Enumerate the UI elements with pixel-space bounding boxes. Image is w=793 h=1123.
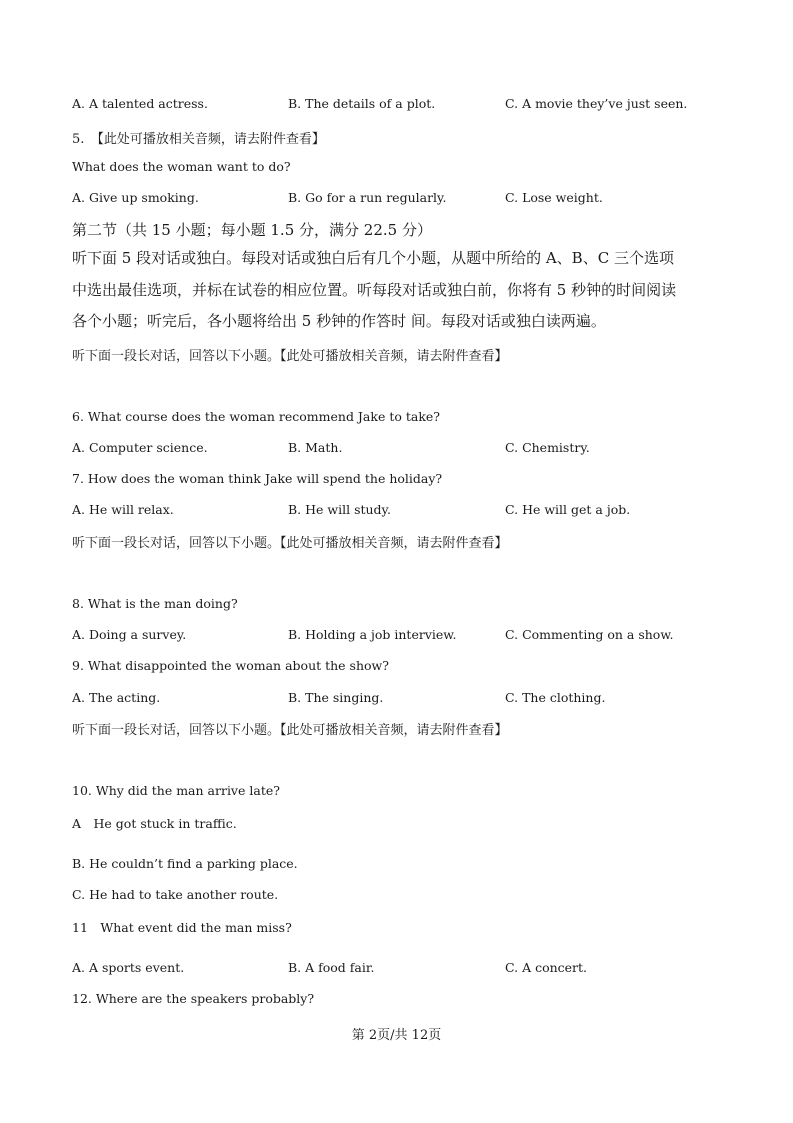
q10-option-a: A He got stuck in traffic. — [72, 816, 237, 831]
q8-option-a: A. Doing a survey. — [72, 627, 187, 642]
q9-option-b: B. The singing. — [288, 690, 384, 705]
q6-option-a: A. Computer science. — [72, 440, 208, 455]
q4-option-b: B. The details of a plot. — [288, 96, 436, 111]
q9-question: 9. What disappointed the woman about the show? — [72, 658, 389, 673]
q7-option-a: A. He will relax. — [72, 502, 174, 517]
q10-question: 10. Why did the man arrive late? — [72, 783, 280, 798]
q9-option-a: A. The acting. — [72, 690, 161, 705]
q4-option-a: A. A talented actress. — [72, 96, 208, 111]
q7-option-b: B. He will study. — [288, 502, 391, 517]
q4-option-c: C. A movie they’ve just seen. — [505, 96, 688, 111]
q11-option-a: A. A sports event. — [72, 960, 185, 975]
q8-option-b: B. Holding a job interview. — [288, 627, 457, 642]
instruction-line: 听下面 5 段对话或独白。每段对话或独白后有几个小题，从题中所给的 A、B、C 三个选项 — [72, 249, 674, 267]
q6-question: 6. What course does the woman recommend Jake to take? — [72, 409, 441, 424]
q10-option-b: B. He couldn’t find a parking place. — [72, 856, 298, 871]
listen-hint: 听下面一段长对话，回答以下小题。【此处可播放相关音频，请去附件查看】 — [72, 536, 508, 551]
q11-question: 11 What event did the man miss? — [72, 920, 292, 935]
page-footer: 第 2页/共 12页 — [351, 1028, 442, 1043]
q5-audio-note: 5. 【此处可播放相关音频，请去附件查看】 — [72, 132, 325, 147]
q11-option-c: C. A concert. — [505, 960, 588, 975]
q6-option-c: C. Chemistry. — [505, 440, 590, 455]
section-heading: 第二节（共 15 小题；每小题 1.5 分，满分 22.5 分） — [72, 221, 432, 239]
q10-option-c: C. He had to take another route. — [72, 887, 279, 902]
listen-hint: 听下面一段长对话，回答以下小题。【此处可播放相关音频，请去附件查看】 — [72, 723, 508, 738]
listen-hint: 听下面一段长对话，回答以下小题。【此处可播放相关音频，请去附件查看】 — [72, 349, 508, 364]
q6-option-b: B. Math. — [288, 440, 343, 455]
q7-option-c: C. He will get a job. — [505, 502, 631, 517]
q11-option-b: B. A food fair. — [288, 960, 375, 975]
q9-option-c: C. The clothing. — [505, 690, 606, 705]
q5-option-c: C. Lose weight. — [505, 190, 603, 205]
q12-question: 12. Where are the speakers probably? — [72, 991, 315, 1006]
q8-option-c: C. Commenting on a show. — [505, 627, 674, 642]
q5-option-b: B. Go for a run regularly. — [288, 190, 447, 205]
instruction-line: 中选出最佳选项，并标在试卷的相应位置。听每段对话或独白前，你将有 5 秒钟的时间阅读 — [72, 281, 677, 299]
q5-option-a: A. Give up smoking. — [72, 190, 199, 205]
q7-question: 7. How does the woman think Jake will spend the holiday? — [72, 471, 443, 486]
q5-question: What does the woman want to do? — [72, 159, 291, 174]
instruction-line: 各个小题；听完后，各小题将给出 5 秒钟的作答时 间。每段对话或独白读两遍。 — [72, 312, 606, 330]
q8-question: 8. What is the man doing? — [72, 596, 238, 611]
